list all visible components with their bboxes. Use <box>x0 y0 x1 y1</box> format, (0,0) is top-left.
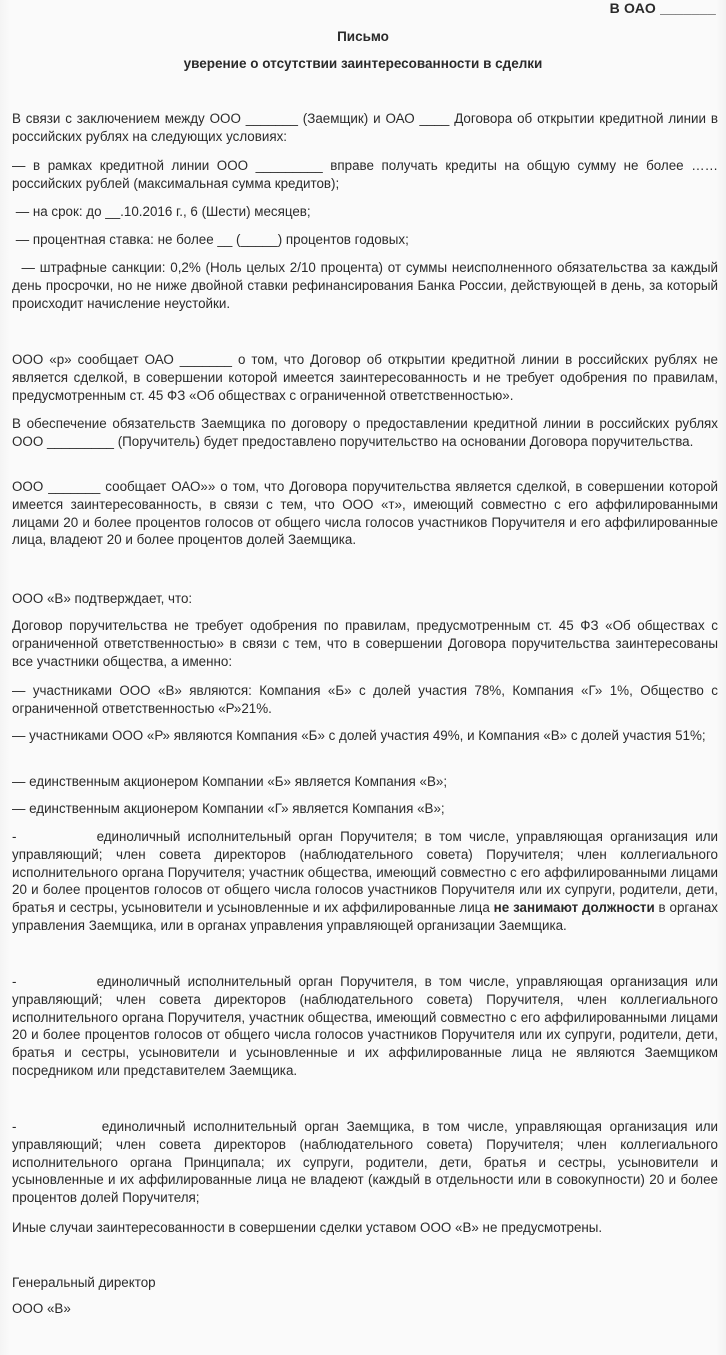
paragraph-no-interest-credit-line: ООО «р» сообщает ОАО _______ о том, что Договор об открытии кредитной линии в российских рублях не является сделкой, в совершении которой имеется заинтересованность и не требует одобрения по правилам, предусмотренным ст. 45 ФЗ «Об обществах с ограниченной ответственностью». <box>12 352 718 403</box>
paragraph-surety-interest: ООО _______ сообщает ОАО»» о том, что Договора поручительства является сделкой, в совершении которой имеется заинтересованность, в связи с тем, что ООО «т», имеющий совместно с его аффилированными лицами 20 и более процентов голосов от общего числа голосов участников Поручителя и его аффилированные лица, владеют 20 и более процентов долей Заемщика. <box>12 479 718 548</box>
paragraph-interest-rate: — процентная ставка: не более __ (_____) процентов годовых; <box>12 232 409 247</box>
paragraph-no-approval-required: Договор поручительства не требует одобрения по правилам, предусмотренным ст. 45 ФЗ «Об обществах с ограниченной ответственностью» в связи с тем, что в совершении Договора поручительства заинтересованы все участники общества, а именно: <box>12 618 718 669</box>
list-item-no-shares: - единоличный исполнительный орган Заемщика, в том числе, управляющая организация или управляющий; член совета директоров (наблюдательного совета) Поручителя; член коллегиального исполнительного органа Принципала; их супруги, родители, дети, братья и сестры, усыновители и усыновленные и их аффилированные лица не владеют (каждый в отдельности или в совокупности) 20 и более процентов долей Поручителя; <box>12 1119 722 1206</box>
paragraph-credit-amount: — в рамках кредитной линии ООО _________ вправе получать кредиты на общую сумму не более …… российских рублей (максимальная сумма кредитов); <box>12 158 718 191</box>
list-item-shareholder-b: — единственным акционером Компании «Б» является Компания «В»; <box>12 774 448 789</box>
no-positions-bold: не занимают должности <box>493 900 655 916</box>
no-positions-text-a: - единоличный исполнительный орган Поручителя; в том числе, управляющая организация или управляющий; член совета директоров (наблюдательного совета) Поручителя; член коллегиального исполнительного органа Поручителя; участник общества, имеющий совместно с его аффилированными лицами 20 и более процентов голосов от общего числа голосов участников Поручителя или их супруги, родители, дети, братья и сестры, усыновители и усыновленные и их аффилированные лица <box>12 829 722 916</box>
list-item-not-intermediary: - единоличный исполнительный орган Поручителя, в том числе, управляющая организация или управляющий; член совета директоров (наблюдательного совета) Поручителя, член коллегиального исполнительного органа Поручителя, участник общества, имеющий совместно с его аффилированными лицами 20 и более процентов голосов от общего числа голосов участников Поручителя или их супруги, родители, дети, братья и сестры, усыновители и усыновленные и их аффилированные лица не являются Заемщиком посредником или представителем Заемщика. <box>12 974 722 1078</box>
paragraph-other-cases: Иные случаи заинтересованности в совершении сделки уставом ООО «В» не предусмотрены. <box>12 1220 603 1235</box>
paragraph-confirms: ООО «В» подтверждает, что: <box>12 591 193 606</box>
signature-company: ООО «В» <box>12 1301 71 1316</box>
signature-position: Генеральный директор <box>12 1275 156 1290</box>
paragraph-surety-provision: В обеспечение обязательств Заемщика по договору о предоставлении кредитной линии в российских рублях ООО _________ (Поручитель) будет предоставлено поручительство на основании Договора поручительства. <box>12 416 718 449</box>
list-item-participants-r: — участниками ООО «Р» являются Компания «Б» с долей участия 49%, и Компания «В» с долей участия 51%; <box>12 728 706 743</box>
list-item-participants-v: — участниками ООО «В» являются: Компания «Б» с долей участия 78%, Компания «Г» 1%, Общество с ограниченной ответственностью «Р»21%. <box>12 683 718 716</box>
letter-title: Письмо <box>337 29 389 44</box>
paragraph-term: — на срок: до __.10.2016 г., 6 (Шести) месяцев; <box>12 204 311 219</box>
no-positions-text-b: в органах управления Заемщика, или в органах управления управляющей организации Заемщика. <box>12 900 722 933</box>
list-item-shareholder-g: — единственным акционером Компании «Г» является Компания «В»; <box>12 801 445 816</box>
letter-subtitle: уверение о отсутствии заинтересованности в сделки <box>183 56 543 71</box>
paragraph-penalties: — штрафные санкции: 0,2% (Ноль целых 2/10 процента) от суммы неисполненного обязательства за каждый день просрочки, но не ниже двойной ставки рефинансирования Банка России, действующей в день, за который происходит начисление неустойки. <box>12 260 722 311</box>
list-item-no-positions <box>12 828 722 935</box>
paragraph-credit-line-intro: В связи с заключением между ООО _______ (Заемщик) и ОАО ____ Договора об открытии кредитной линии в российских рублях на следующих условиях: <box>12 111 718 144</box>
addressee: В ОАО _______ <box>609 0 716 16</box>
